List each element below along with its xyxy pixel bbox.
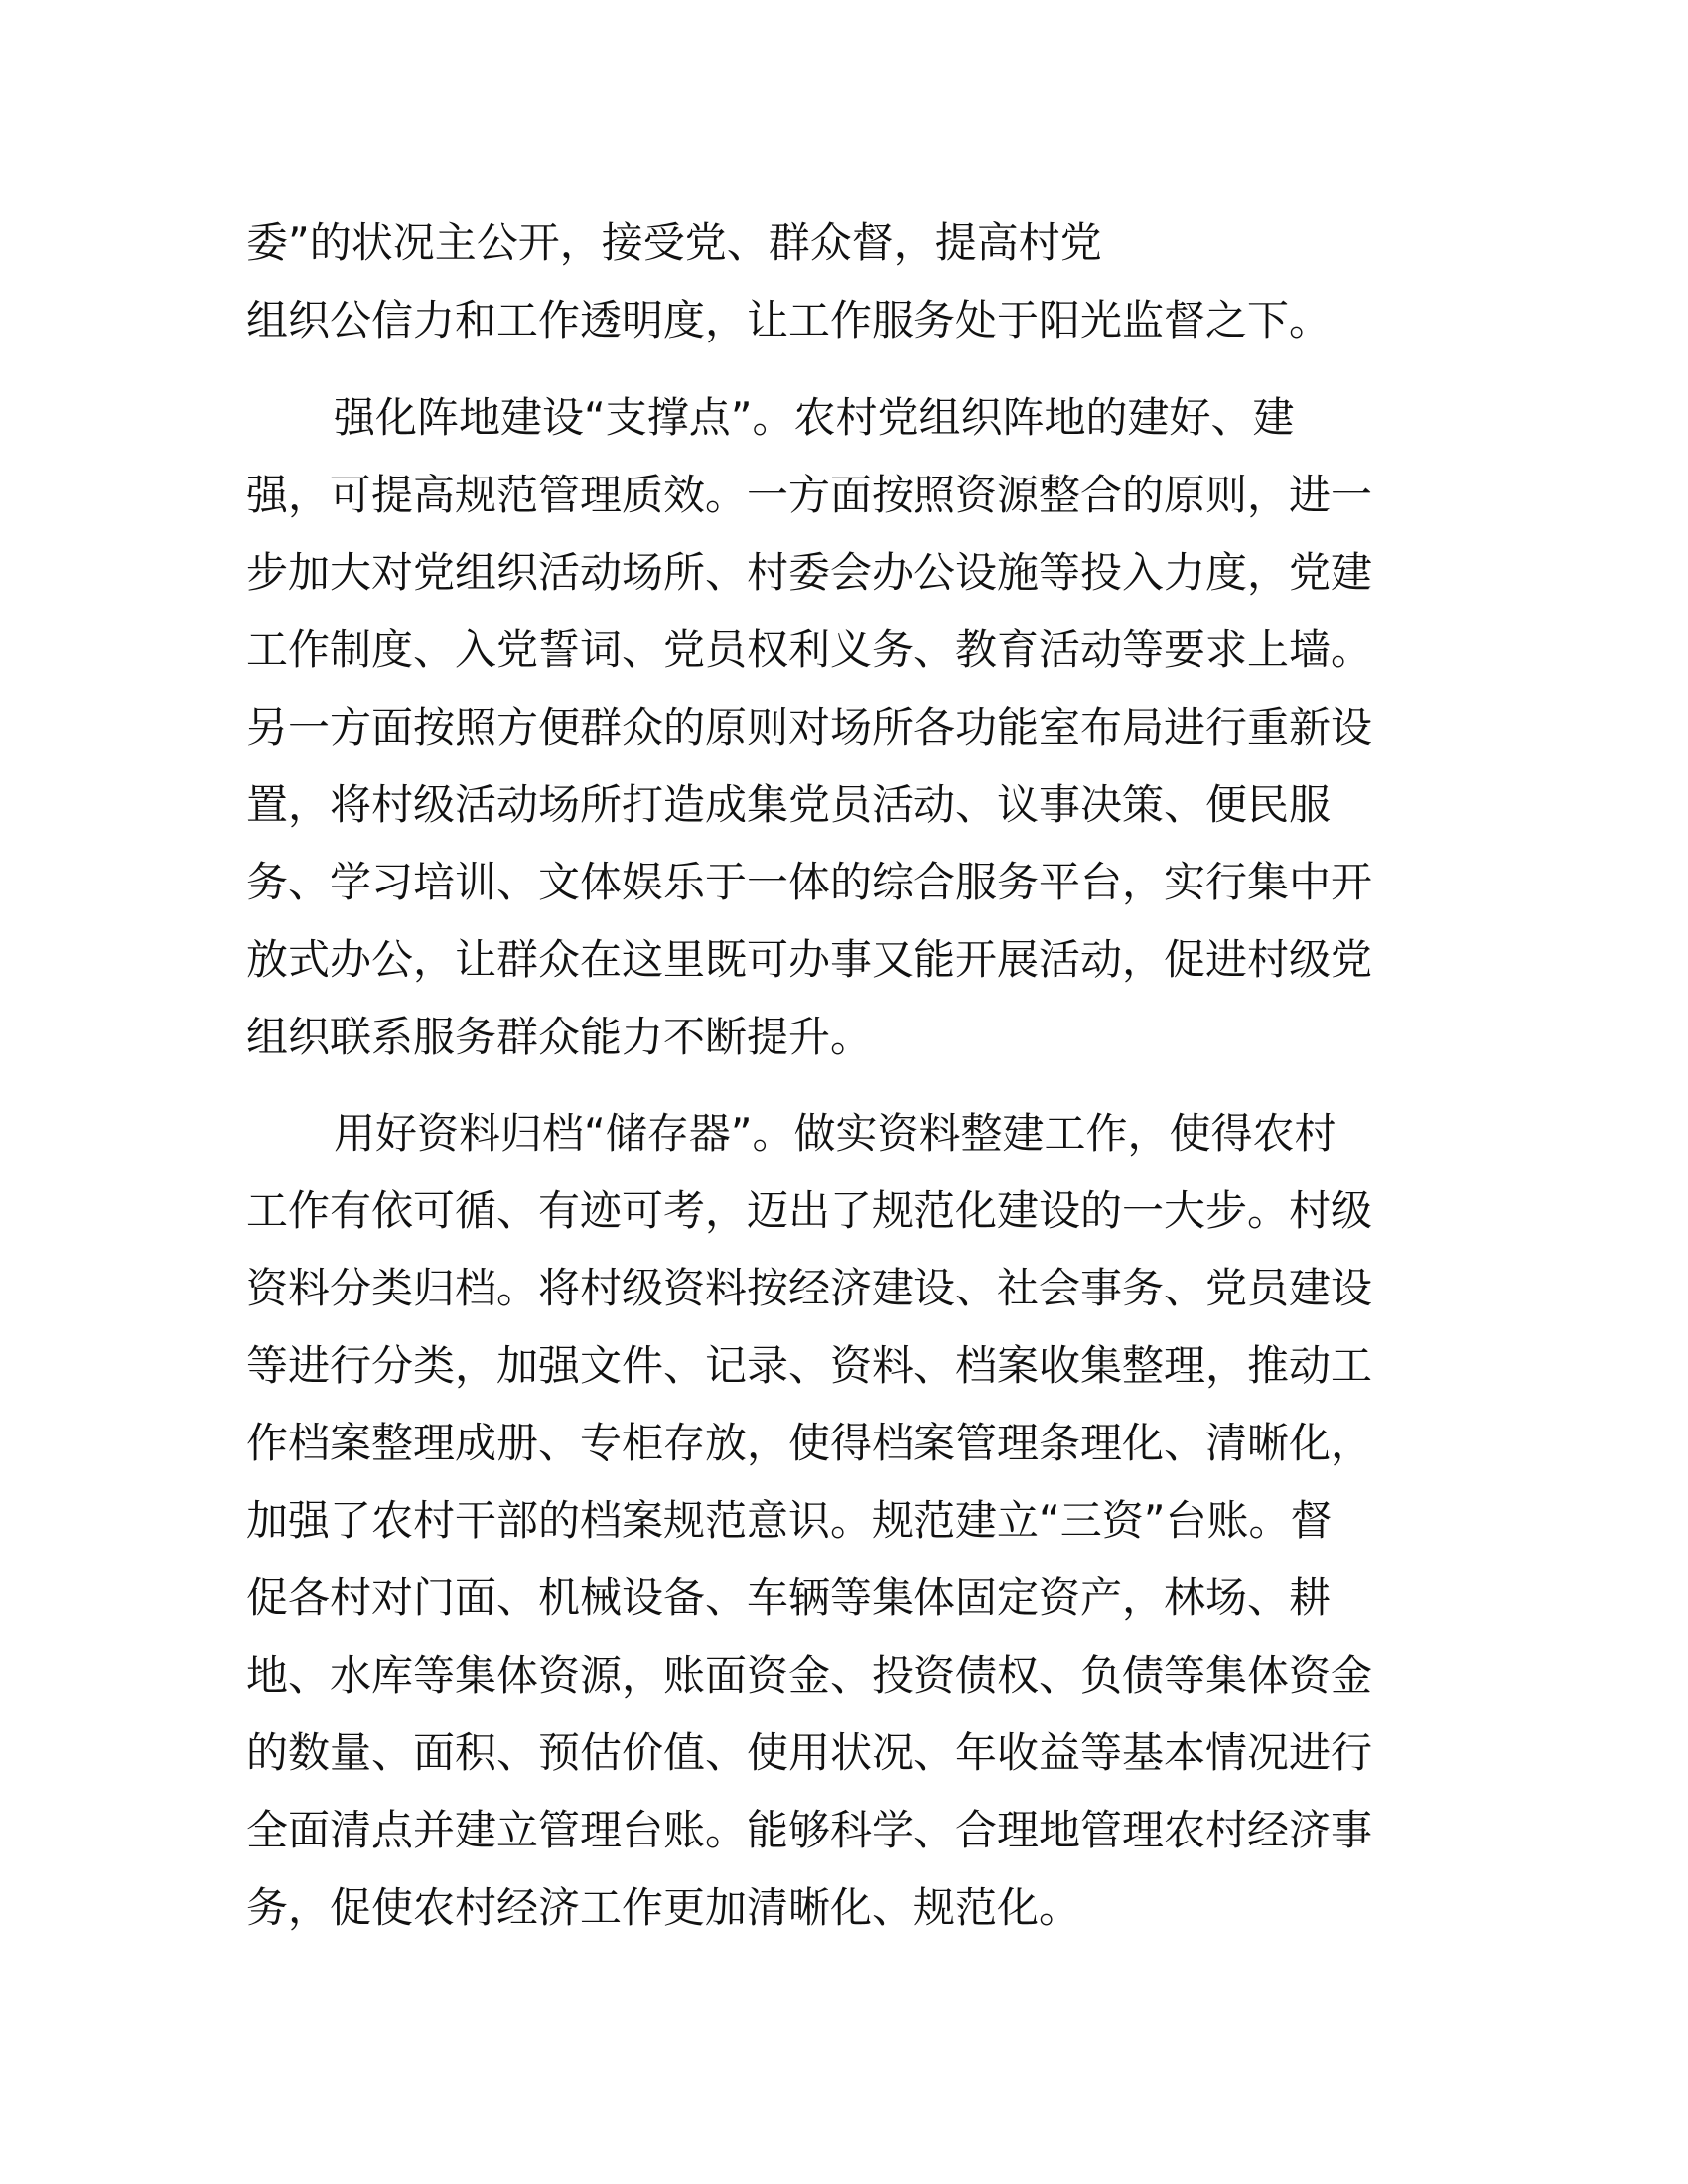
text-line: 步加大对党组织活动场所、村委会办公设施等投入力度，党建 bbox=[246, 548, 1373, 597]
paragraph-first-line: 强化阵地建设“支撑点”。农村党组织阵地的建好、建 bbox=[334, 393, 1295, 442]
text-line: 工作有依可循、有迹可考，迈出了规范化建设的一大步。村级 bbox=[246, 1186, 1373, 1235]
text-line: 务，促使农村经济工作更加清晰化、规范化。 bbox=[246, 1883, 1081, 1932]
text-line: 的数量、面积、预估价值、使用状况、年收益等基本情况进行 bbox=[246, 1728, 1373, 1777]
text-line: 另一方面按照方便群众的原则对场所各功能室布局进行重新设 bbox=[246, 703, 1373, 751]
text-line: 委”的状况主公开，接受党、群众督，提高村党 bbox=[246, 218, 1102, 267]
text-line: 放式办公，让群众在这里既可办事又能开展活动，促进村级党 bbox=[246, 935, 1373, 984]
text-line: 促各村对门面、机械设备、车辆等集体固定资产，林场、耕 bbox=[246, 1573, 1332, 1622]
text-line: 工作制度、入党誓词、党员权利义务、教育活动等要求上墙。 bbox=[246, 625, 1373, 674]
text-line: 组织公信力和工作透明度，让工作服务处于阳光监督之下。 bbox=[246, 296, 1332, 344]
text-line: 资料分类归档。将村级资料按经济建设、社会事务、党员建设 bbox=[246, 1264, 1373, 1312]
text-line: 作档案整理成册、专柜存放，使得档案管理条理化、清晰化， bbox=[246, 1419, 1373, 1467]
text-line: 全面清点并建立管理台账。能够科学、合理地管理农村经济事 bbox=[246, 1806, 1373, 1854]
text-line: 强，可提高规范管理质效。一方面按照资源整合的原则，进一 bbox=[246, 471, 1373, 519]
text-line: 组织联系服务群众能力不断提升。 bbox=[246, 1013, 873, 1061]
text-line: 等进行分类，加强文件、记录、资料、档案收集整理，推动工 bbox=[246, 1341, 1373, 1390]
text-line: 加强了农村干部的档案规范意识。规范建立“三资”台账。督 bbox=[246, 1496, 1333, 1545]
paragraph-first-line: 用好资料归档“储存器”。做实资料整建工作，使得农村 bbox=[334, 1109, 1336, 1158]
text-line: 置，将村级活动场所打造成集党员活动、议事决策、便民服 bbox=[246, 780, 1332, 829]
text-line: 务、学习培训、文体娱乐于一体的综合服务平台，实行集中开 bbox=[246, 858, 1373, 906]
text-line: 地、水库等集体资源，账面资金、投资债权、负债等集体资金 bbox=[246, 1651, 1373, 1700]
